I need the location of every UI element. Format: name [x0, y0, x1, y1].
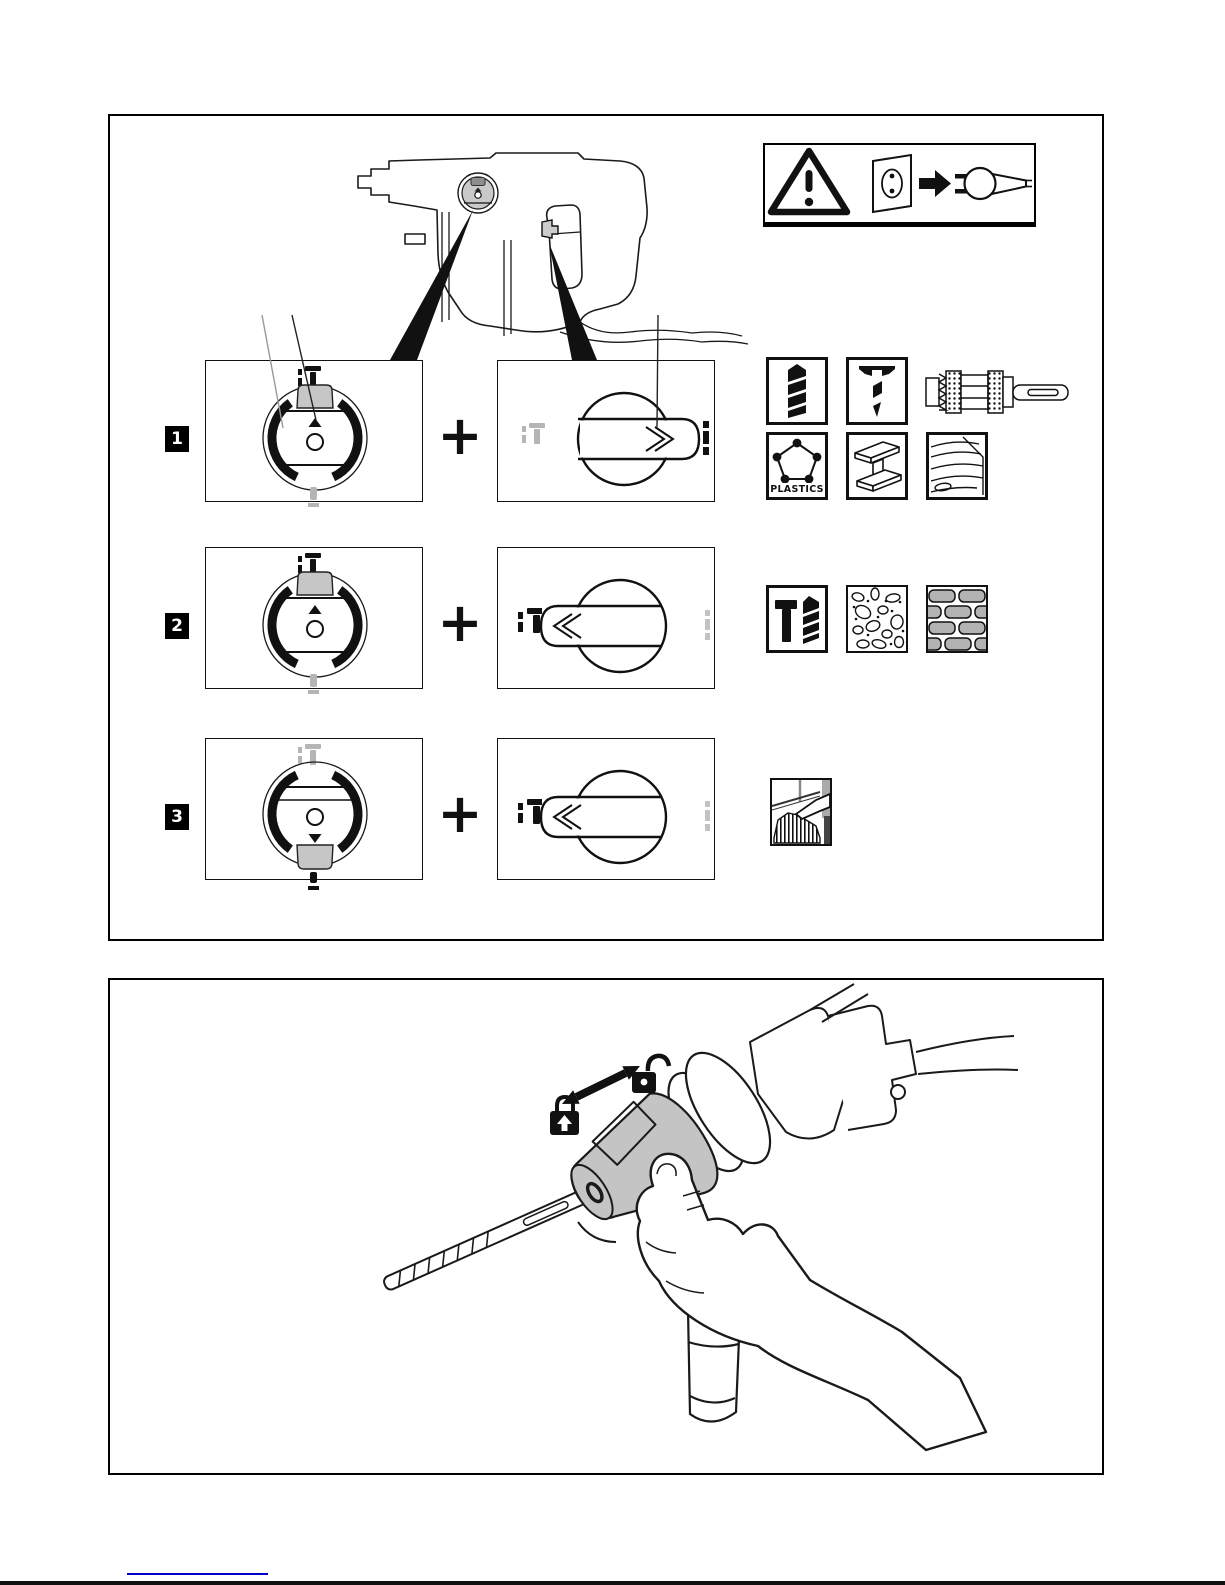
- hammer-drill-symbol-icon: [298, 366, 321, 387]
- footer-link-underline[interactable]: [127, 1573, 268, 1575]
- dial-pointer-up: [309, 605, 322, 614]
- mode-dial-diagram-row1: [205, 360, 423, 502]
- brick-wall-icon: [926, 585, 988, 653]
- selector-switch-diagram-row1: [497, 360, 715, 502]
- screw-icon: [846, 357, 908, 425]
- hammer-drill-symbol-icon: [298, 553, 321, 574]
- concrete-icon: [846, 585, 908, 653]
- drill-symbol-icon: [705, 610, 710, 640]
- selector-switch: [542, 220, 558, 238]
- steel-beam-icon: [846, 432, 908, 500]
- power-socket-icon: [873, 155, 911, 212]
- mode-dial-knob-bottom: [206, 739, 424, 881]
- figure-frame-mode-selection: [108, 114, 1104, 941]
- warning-triangle-icon: [771, 151, 847, 212]
- callout-wedge-switch: [549, 243, 597, 360]
- mode-dial-diagram-row3: [205, 738, 423, 880]
- lock-open-icon: [632, 1056, 669, 1093]
- plastics-label: PLASTICS: [770, 484, 824, 495]
- step-badge-2: 2: [165, 613, 189, 639]
- warning-strip: [763, 143, 1036, 227]
- selector-switch-diagram-row3: [497, 738, 715, 880]
- plus-sign: +: [437, 781, 483, 845]
- figure-frame-bit-insertion: [108, 978, 1104, 1475]
- arrow-right-icon: [919, 170, 951, 197]
- drill-symbol-icon: [705, 801, 710, 831]
- drill-chuck-adapter-icon: [922, 366, 1072, 420]
- rotary-hammer-outline: [358, 153, 647, 332]
- dial-knob: [297, 845, 333, 869]
- dial-pointer-up: [309, 418, 322, 427]
- tile-chiselling-icon: [770, 778, 832, 846]
- callout-wedge-dial: [390, 210, 473, 360]
- step-badge-3: 3: [165, 804, 189, 830]
- sds-drill-bit: [382, 1187, 592, 1291]
- drill-symbol-icon: [703, 421, 709, 455]
- chisel-symbol-icon: [308, 872, 319, 890]
- dial-knob: [297, 385, 333, 408]
- chuck-figure: [110, 980, 1102, 1473]
- mains-plug-icon: [955, 168, 1032, 199]
- hammer-drill-symbol-icon: [522, 423, 545, 444]
- wood-icon: [926, 432, 988, 500]
- plastics-icon: [766, 432, 828, 500]
- selector-switch-diagram-row2: [497, 547, 715, 689]
- double-arrow-icon: [562, 1066, 640, 1104]
- hammer-drill-bit-icon: [766, 585, 828, 653]
- page-edge-line: [0, 1581, 1225, 1585]
- warning-strip-art: [765, 145, 1032, 220]
- selector-switch-lever-left: [498, 548, 716, 690]
- dial-pointer-down: [309, 834, 322, 843]
- selector-switch-lever-left: [498, 739, 716, 881]
- mode-dial-diagram-row2: [205, 547, 423, 689]
- mode-dial: [458, 173, 498, 213]
- plus-sign: +: [437, 403, 483, 467]
- dial-knob: [297, 572, 333, 595]
- mode-dial-knob-top: [206, 361, 424, 503]
- step-badge-1: 1: [165, 426, 189, 452]
- metal-drill-bit-icon: [766, 357, 828, 425]
- plus-sign: +: [437, 590, 483, 654]
- selector-switch-lever-right: [498, 361, 716, 503]
- mode-dial-knob-top: [206, 548, 424, 690]
